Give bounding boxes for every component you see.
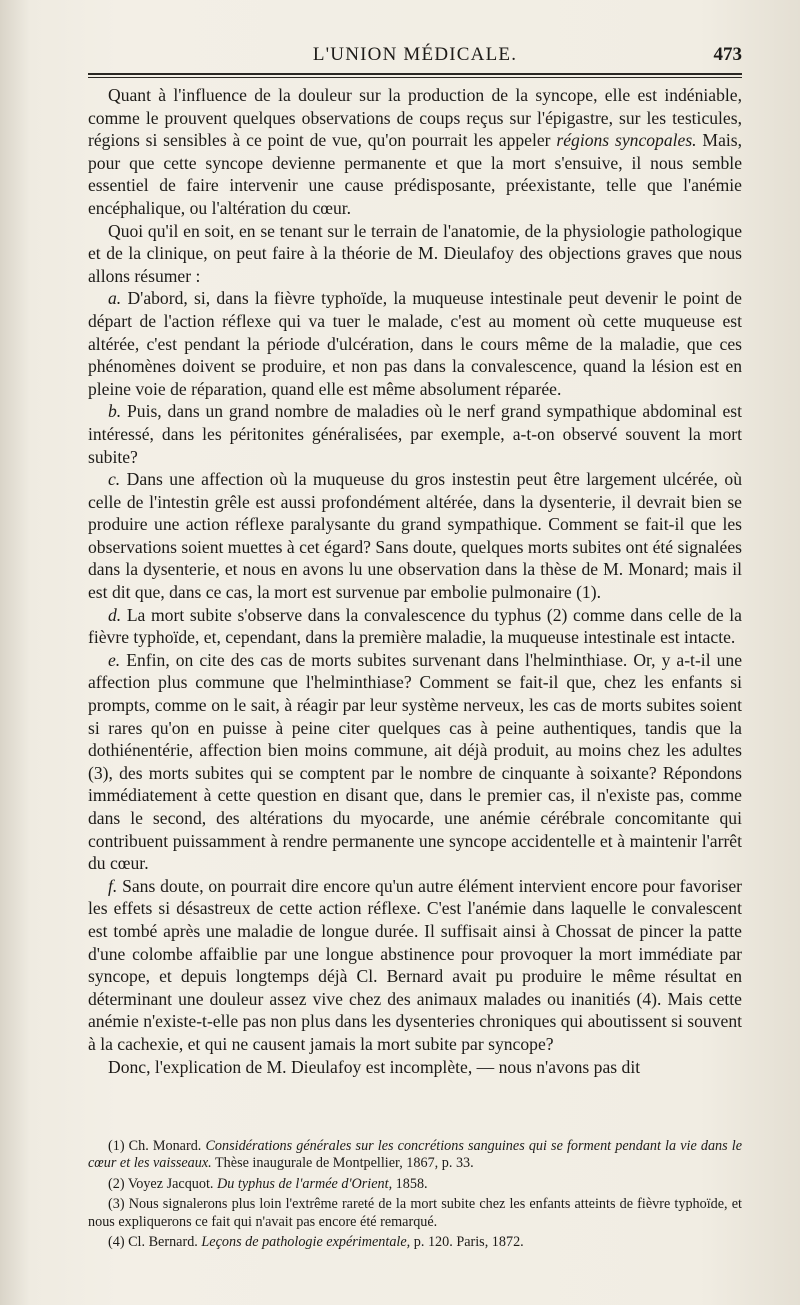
- paragraph-f: f. Sans doute, on pourrait dire encore qu'un autre élément intervient encore pour favoriser les effets si désastreux de cette action réflexe. C'est l'anémie dans laquelle le convalescent est tombé après une maladie de longue durée. Il suffisait ainsi à Chossat de pincer la patte d'une colombe affaiblie par une longue abstinence pour provoquer la mort immédiate par syncope, et depuis longtemps déjà Cl. Bernard avait pu produire le même résultat en déterminant une douleur assez vive chez des animaux malades ou inanitiés (4). Mais cette anémie n'existe-t-elle pas non plus dans les dysenteries chroniques qui aboutissent si souvent à la cachexie, et qui ne causent jamais la mort subite par syncope?: [88, 875, 743, 1054]
- paragraph-last: Donc, l'explication de M. Dieulafoy est incomplète, — nous n'avons pas dit: [108, 1056, 641, 1077]
- page-number: 473: [713, 44, 742, 65]
- item-label: e.: [108, 649, 121, 670]
- item-label: c.: [108, 469, 121, 490]
- footnote-2: (2) Voyez Jacquot. Du typhus de l'armée d'Orient, 1858.: [108, 1175, 428, 1192]
- running-title: L'UNION MÉDICALE.: [312, 44, 518, 65]
- item-label: b.: [108, 401, 122, 422]
- paragraph-1: Quant à l'influence de la douleur sur la production de la syncope, elle est indéniable, comme le prouvent quelques observations de coups reçus sur l'épigastre, sur les testicules, régions si sensibles à ce point de vue, qu'on pourrait les appeler régions syncopales. Mais, pour que cette syncope devienne permanente et que la mort s'ensuive, il nous semble essentiel de faire intervenir une cause prédisposante, préexistante, telle que l'anémie encéphalique, ou l'altération du cœur.: [88, 85, 743, 218]
- paragraph-b: b. Puis, dans un grand nombre de maladies où le nerf grand sympathique abdominal est intéressé, dans les péritonites généralisées, par exemple, a-t-on observé souvent la mort subite?: [88, 401, 742, 467]
- italic-term: régions syncopales.: [556, 130, 697, 151]
- item-label: d.: [108, 604, 122, 625]
- item-label: a.: [108, 288, 122, 309]
- paragraph-a: a. D'abord, si, dans la fièvre typhoïde, la muqueuse intestinale peut devenir le point de départ de l'action réflexe qui va tuer le malade, c'est au moment où cette muqueuse est altérée, c'est pendant la période d'ulcération, dans le cours même de la maladie, que ces phénomènes doivent se produire, et non pas dans la convalescence, quand la lésion est en pleine voie de réparation, quand elle est même absolument réparée.: [88, 288, 742, 399]
- footnote-3: (3) Nous signalerons plus loin l'extrême rareté de la mort subite chez les enfants atteints de fièvre typhoïde, et nous expliquerons ce fait qui n'avait pas encore été remarqué.: [88, 1196, 742, 1230]
- header-rule-thin: [88, 77, 742, 78]
- item-label: f.: [108, 875, 118, 896]
- paragraph-c: c. Dans une affection où la muqueuse du gros instestin peut être largement ulcérée, où celle de l'intestin grêle est aussi profondément altérée, dans la dysenterie, il devrait bien se produire une action réflexe paralysante du grand sympathique. Comment se fait-il que les observations soient muettes à cet égard? Sans doute, quelques morts subites ont été signalées dans la dysenterie, et nous en avons lu une observation dans la thèse de M. Monard; mais il est dit que, dans ce cas, la mort est survenue par embolie pulmonaire (1).: [88, 469, 742, 603]
- paragraph-e: e. Enfin, on cite des cas de morts subites survenant dans l'helminthiase. Or, y a-t-il une affection plus commune que l'helminthiase? Comment se fait-il que, chez les enfants si prompts, comme on le sait, à réagir par leur système nerveux, les cas de morts subites soient si rares qu'on en puisse à peine citer quelques cas à peine authentiques, tandis que la dothiénentérie, affection bien moins commune, ait déjà produit, au moins chez les adultes (3), des morts subites qui se comptent par le nombre de cinquante à soixante? Répondons immédiatement à cette question en disant que, dans le premier cas, il n'existe pas, comme dans le second, des altérations du myocarde, une anémie cérébrale concomitante qui contribuent puissamment à rendre permanente une syncope accidentelle et à maintenir l'arrêt du cœur.: [88, 649, 742, 874]
- header-rule-thick: [88, 73, 742, 75]
- paragraph-d: d. La mort subite s'observe dans la convalescence du typhus (2) comme dans celle de la fièvre typhoïde, et, cependant, dans la première maladie, la muqueuse intestinale est intacte.: [88, 604, 742, 648]
- paragraph-2: Quoi qu'il en soit, en se tenant sur le terrain de l'anatomie, de la physiologie pathologique et de la clinique, on peut faire à la théorie de M. Dieulafoy des objections graves que nous allons résumer :: [88, 220, 742, 286]
- page-header: [88, 44, 742, 74]
- body-text: [88, 84, 742, 1078]
- footnotes: [88, 1138, 742, 1254]
- footnote-4: (4) Cl. Bernard. Leçons de pathologie expérimentale, p. 120. Paris, 1872.: [108, 1234, 524, 1251]
- footnote-1: (1) Ch. Monard. Considérations générales sur les concrétions sanguines qui se forment pendant la vie dans le cœur et les vaisseaux. Thèse inaugurale de Montpellier, 1867, p. 33.: [88, 1138, 742, 1172]
